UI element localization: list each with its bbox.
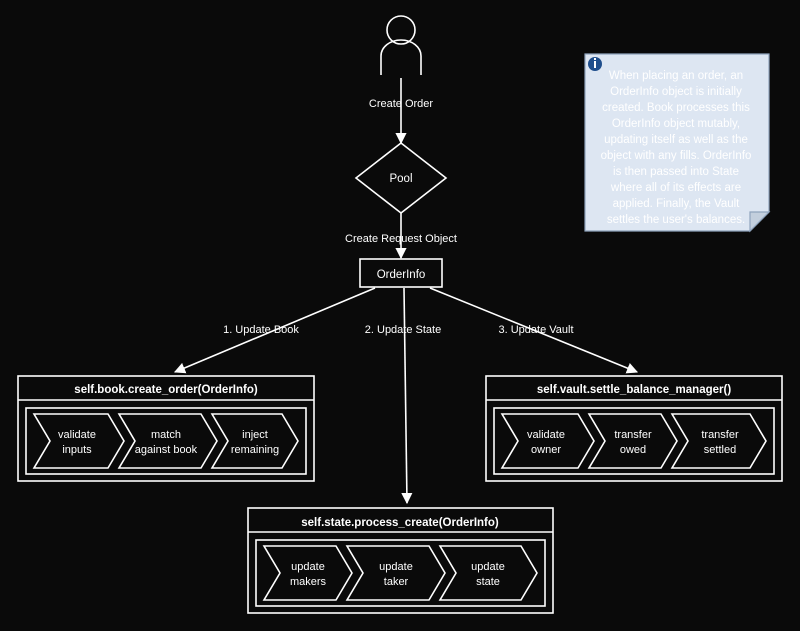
edge-label-create-order: Create Order (368, 98, 434, 110)
note-line-9: applied. Finally, the Vault (612, 198, 740, 210)
edge-label-update-book: 1. Update Book (223, 324, 299, 336)
note-line-7: is then passed into State (613, 166, 739, 178)
node-pool-label: Pool (389, 173, 413, 185)
step-transfer-settled-line1: transfer (701, 429, 739, 441)
group-book[interactable] (18, 376, 314, 481)
note-line-5: updating itself as well as the (604, 134, 748, 146)
note-line-4: OrderInfo object mutably, (611, 118, 741, 130)
node-order-info-label: OrderInfo (376, 269, 426, 281)
step-validate-inputs[interactable] (34, 414, 124, 468)
step-inject-remaining-line1: inject (242, 429, 268, 441)
step-transfer-owed-line1: transfer (614, 429, 652, 441)
group-vault[interactable] (486, 376, 782, 481)
note-line-1: When placing an order, an (608, 70, 744, 82)
edge-update-vault (430, 288, 637, 372)
step-update-makers[interactable] (264, 546, 352, 600)
group-vault-title: self.vault.settle_balance_manager() (536, 384, 732, 396)
step-match-against-book-line2: against book (134, 444, 198, 456)
step-update-makers-line2: makers (289, 576, 327, 588)
edge-update-state (365, 288, 441, 503)
step-transfer-owed-line2: owed (619, 444, 647, 456)
step-transfer-settled[interactable] (672, 414, 766, 468)
group-state[interactable] (248, 508, 553, 613)
note-line-8: where all of its effects are (610, 182, 742, 194)
group-book-title: self.book.create_order(OrderInfo) (74, 384, 258, 396)
edge-update-book (175, 288, 375, 372)
step-transfer-settled-line2: settled (703, 444, 737, 456)
edge-label-update-state: 2. Update State (364, 324, 442, 336)
step-validate-inputs-line2: inputs (62, 444, 92, 456)
edge-create-request-object (345, 213, 457, 258)
step-validate-inputs-line1: validate (58, 429, 96, 441)
step-update-state[interactable] (440, 546, 537, 600)
note-line-2: OrderInfo object is initially (610, 86, 742, 98)
edge-create-order (369, 78, 434, 143)
step-match-against-book[interactable] (119, 414, 217, 468)
note-callout[interactable] (585, 54, 769, 231)
step-transfer-owed[interactable] (589, 414, 677, 468)
edge-label-update-vault: 3. Update Vault (498, 324, 574, 336)
step-update-taker[interactable] (347, 546, 445, 600)
step-update-state-line1: update (471, 561, 505, 573)
info-icon (588, 57, 602, 71)
node-pool[interactable] (356, 143, 446, 213)
note-line-3: created. Book processes this (602, 102, 750, 114)
step-update-makers-line1: update (291, 561, 325, 573)
step-inject-remaining[interactable] (212, 414, 298, 468)
step-validate-owner-line2: owner (531, 444, 561, 456)
step-match-against-book-line1: match (151, 429, 181, 441)
node-order-info[interactable] (360, 259, 442, 287)
step-inject-remaining-line2: remaining (230, 444, 280, 456)
step-validate-owner[interactable] (502, 414, 594, 468)
note-line-10: settles the user's balances. (606, 214, 746, 226)
edge-label-create-request-object: Create Request Object (345, 233, 457, 245)
group-state-title: self.state.process_create(OrderInfo) (301, 517, 499, 529)
step-validate-owner-line1: validate (527, 429, 565, 441)
step-update-taker-line2: taker (383, 576, 409, 588)
actor-icon (381, 16, 421, 75)
step-update-taker-line1: update (379, 561, 413, 573)
note-line-6: object with any fills. OrderInfo (600, 150, 752, 162)
step-update-state-line2: state (476, 576, 500, 588)
